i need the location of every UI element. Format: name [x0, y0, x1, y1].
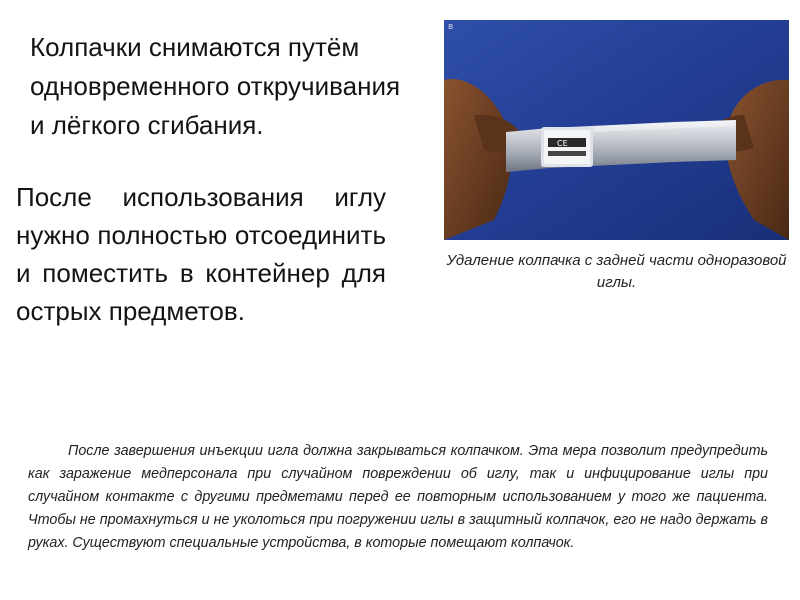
main-instruction-text: После использования иглу нужно полностью отсоединить и поместить в контейнер для острых предметов.: [16, 182, 386, 326]
footer-paragraph: После завершения инъекции игла должна закрываться колпачком. Эта мера позволит предупредить как заражение медперсонала при случайном повреждении об иглу, так и инфицирование иглы при случайном контакте с другими предметами перед ее повторным использованием у того же пациента. Чтобы не промахнуться и не уколоться при погружении иглы в защитный колпачок, его не надо держать в руках. Существуют специальные устройства, в которые помещают колпачок.: [28, 443, 768, 551]
svg-text:CE: CE: [557, 139, 568, 148]
photo-caption: Удаление колпачка с задней части одноразовой иглы.: [446, 252, 787, 291]
top-caption: Колпачки снимаются путём одновременного откручивания и лёгкого сгибания.: [30, 32, 401, 140]
needle-cap-photo: [444, 20, 789, 240]
needle-cap-illustration: [444, 20, 789, 240]
photo-corner-label: в: [448, 22, 454, 32]
